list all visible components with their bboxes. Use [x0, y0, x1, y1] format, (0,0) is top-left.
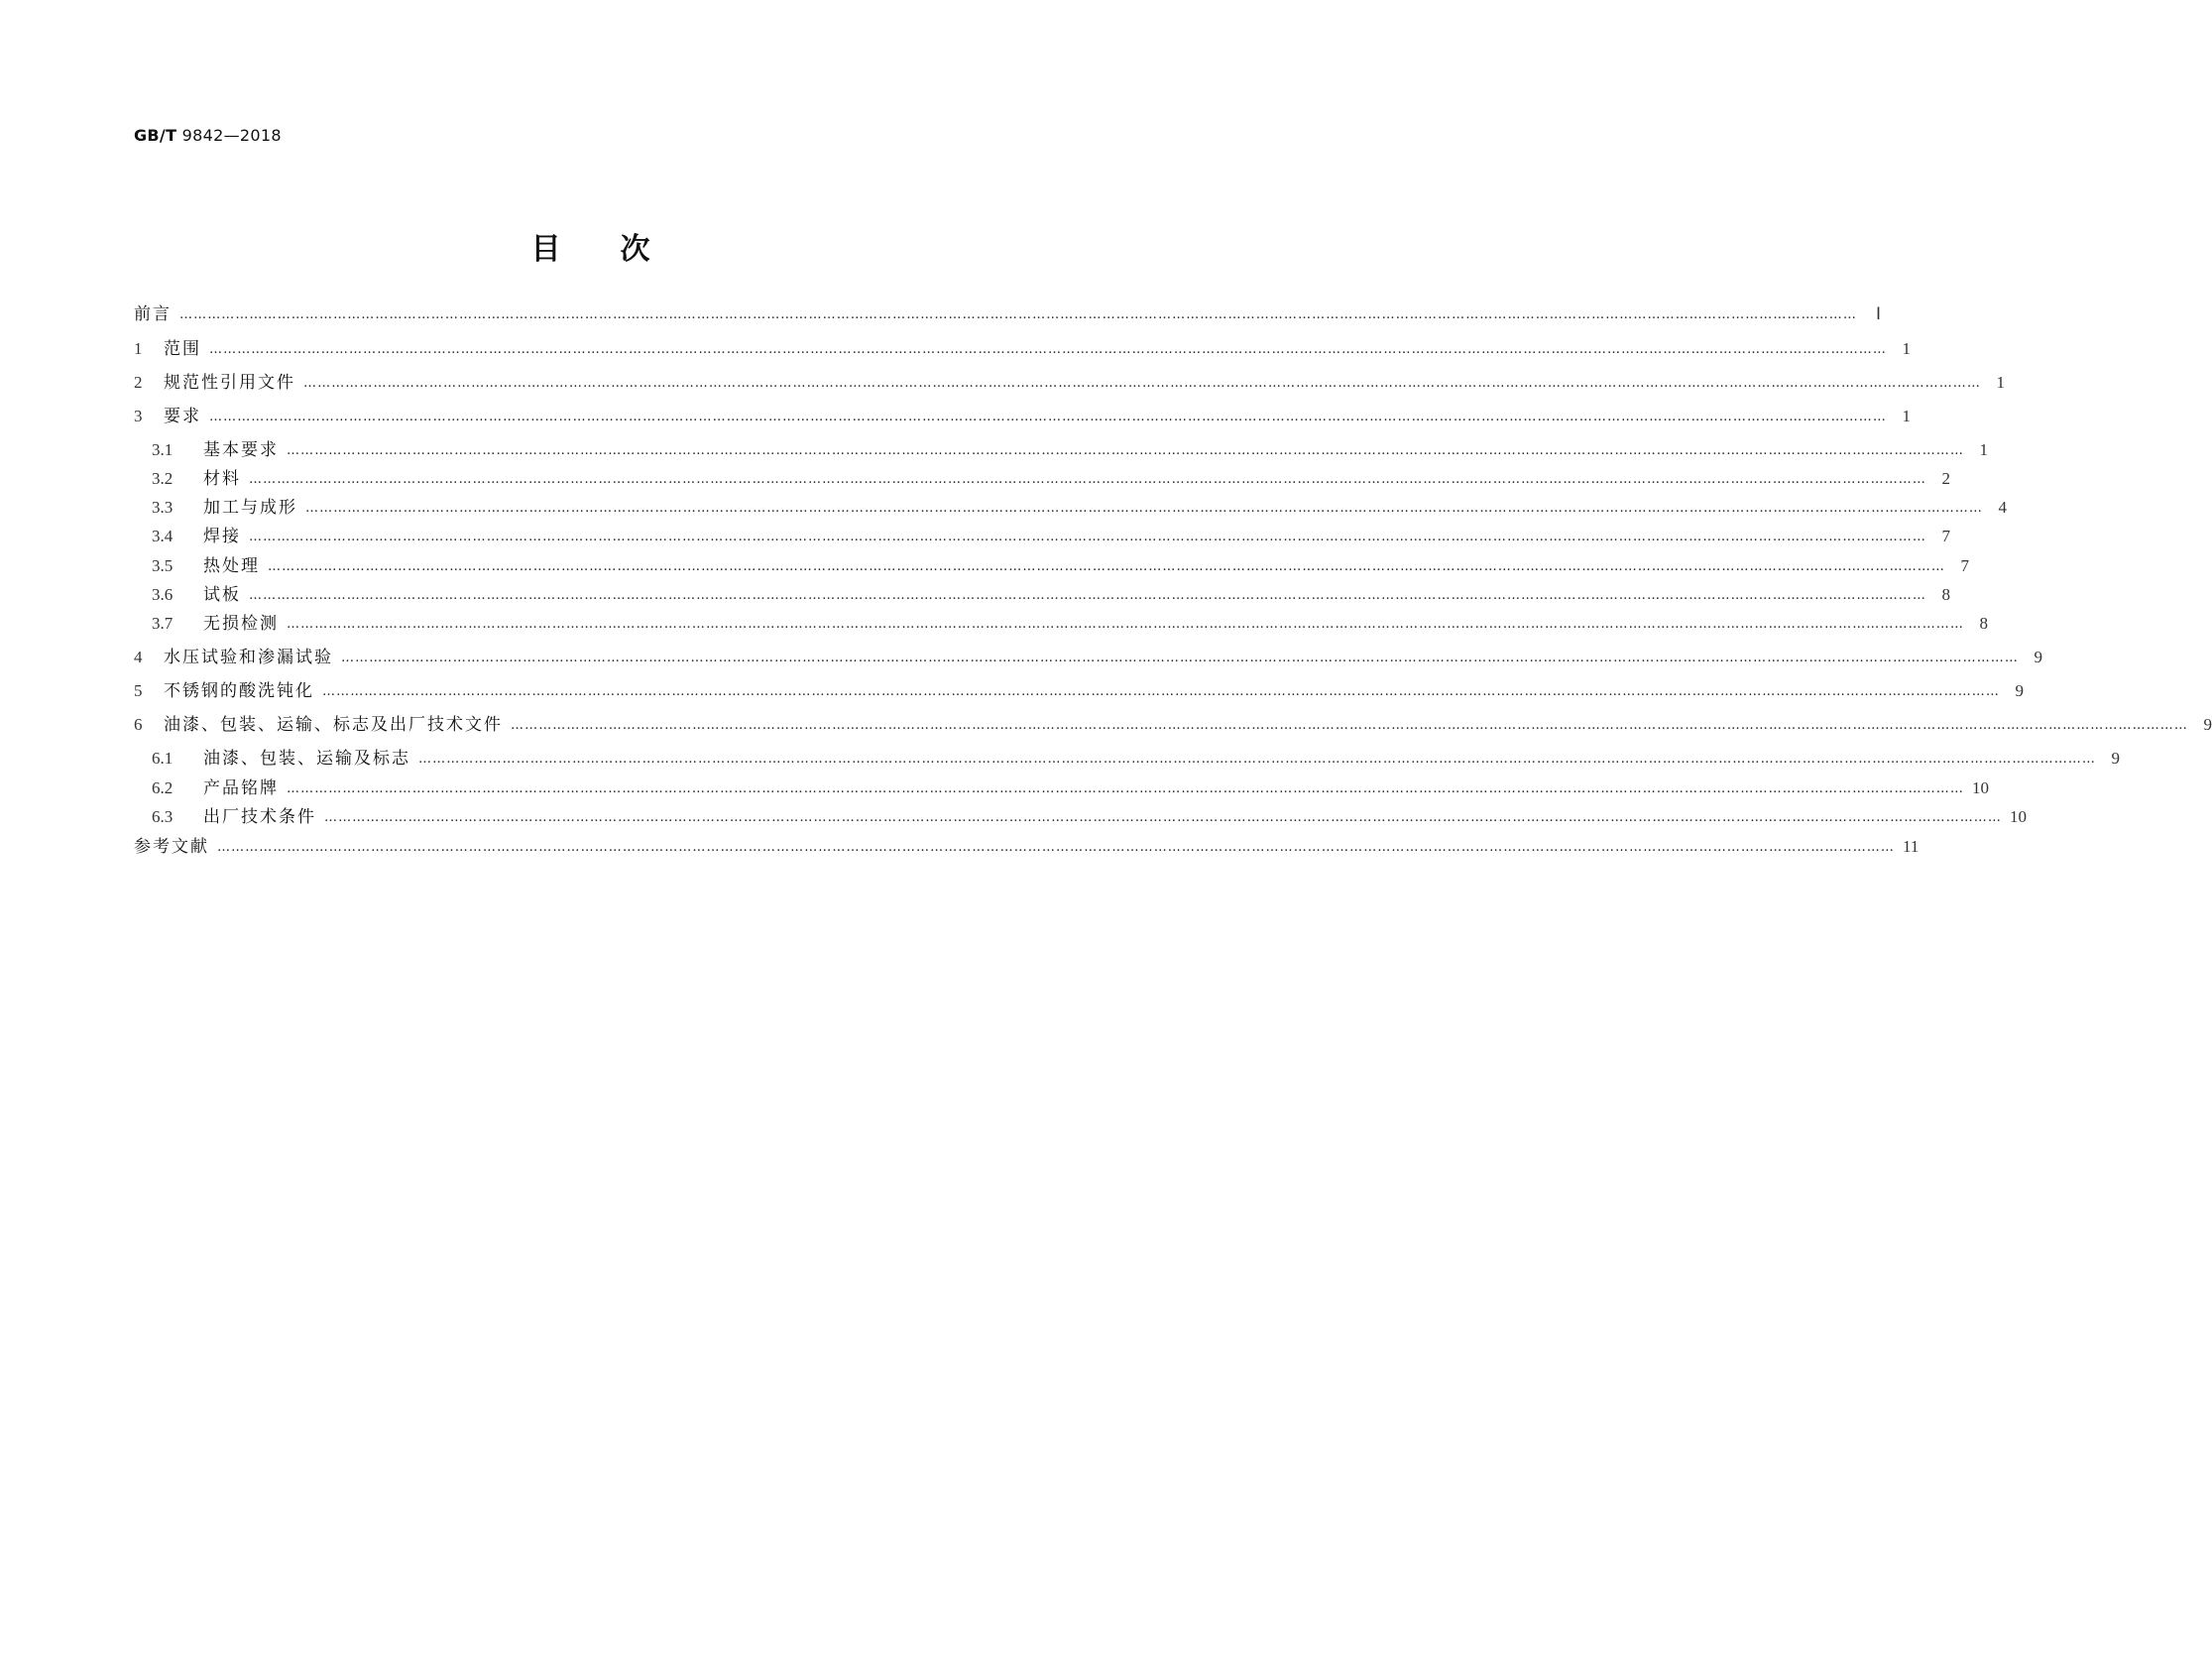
toc-entry[interactable] — [152, 583, 1950, 607]
toc-entry[interactable] — [152, 805, 2027, 829]
toc-entry[interactable] — [134, 371, 2005, 395]
toc-leader-dots: ……………………………………………………………………………………………………………………………………………………………………………………………………………………………………………………………………………………………………………………………… — [305, 501, 1983, 516]
toc-entry-page: 1 — [1902, 407, 1911, 425]
toc-entry-label: 要求 — [164, 407, 201, 426]
toc-entry-number: 3.6 — [152, 585, 174, 604]
toc-leader-dots: ……………………………………………………………………………………………………………………………………………………………………………………………………………………………………………………………………………………………………………………………… — [287, 781, 1964, 796]
toc-entry[interactable] — [152, 776, 1989, 800]
toc-leader-dots: ……………………………………………………………………………………………………………………………………………………………………………………………………………………………………………………………………………………………………………………………… — [324, 810, 2002, 825]
toc-entry-page: 8 — [1979, 614, 1988, 633]
toc-entry-page: 9 — [2034, 648, 2042, 666]
toc-leader-dots: ……………………………………………………………………………………………………………………………………………………………………………………………………………………………………………………………………………………………………………………………… — [268, 559, 1945, 574]
toc-entry-page: 9 — [2203, 715, 2212, 734]
toc-entry-number: 6.3 — [152, 807, 174, 826]
toc-entry-page: 10 — [1972, 778, 1989, 797]
toc-leader-dots: ……………………………………………………………………………………………………………………………………………………………………………………………………………………………………………………………………………………………………………………………… — [209, 342, 1887, 357]
toc-leader-dots: ……………………………………………………………………………………………………………………………………………………………………………………………………………………………………………………………………………………………………………………………… — [287, 617, 1964, 632]
toc-entry-number: 1 — [134, 339, 143, 358]
toc-leader-dots: ……………………………………………………………………………………………………………………………………………………………………………………………………………………………………………………………………………………………………………………………… — [209, 410, 1887, 424]
toc-leader-dots: ……………………………………………………………………………………………………………………………………………………………………………………………………………………………………………………………………………………………………………………………… — [249, 588, 1926, 603]
toc-entry-page: 7 — [1960, 556, 1969, 575]
standard-prefix: GB/T — [134, 126, 177, 145]
toc-entry-page: 8 — [1941, 585, 1950, 604]
toc-entry-label: 焊接 — [203, 527, 241, 546]
toc-entry[interactable] — [134, 679, 2024, 703]
toc-entry-number: 3.2 — [152, 469, 174, 488]
toc-leader-dots: ……………………………………………………………………………………………………………………………………………………………………………………………………………………………………………………………………………………………………………………………… — [249, 472, 1926, 487]
toc-leader-dots: ……………………………………………………………………………………………………………………………………………………………………………………………………………………………………………………………………………………………………………………………… — [322, 684, 2000, 699]
toc-leader-dots: ……………………………………………………………………………………………………………………………………………………………………………………………………………………………………………………………………………………………………………………………… — [287, 443, 1964, 458]
toc-entry[interactable] — [152, 612, 1988, 636]
toc-entry[interactable] — [134, 646, 2042, 669]
toc-entry-label: 热处理 — [203, 556, 260, 576]
toc-entry-number: 3 — [134, 407, 143, 425]
toc-entry[interactable] — [134, 302, 1881, 326]
toc-entry-number: 4 — [134, 648, 143, 666]
toc-entry-label: 产品铭牌 — [203, 778, 279, 798]
toc-entry-page: 10 — [2010, 807, 2027, 826]
toc-entry-number: 6.1 — [152, 749, 174, 768]
toc-entry[interactable] — [152, 467, 1950, 491]
toc-entry[interactable] — [152, 747, 2120, 771]
toc-entry-label: 无损检测 — [203, 614, 279, 634]
toc-leader-dots: ……………………………………………………………………………………………………………………………………………………………………………………………………………………………………………………………………………………………………………………………… — [179, 307, 1857, 322]
toc-entry-number: 3.7 — [152, 614, 174, 633]
toc-leader-dots: ……………………………………………………………………………………………………………………………………………………………………………………………………………………………………………………………………………………………………………………………… — [418, 752, 2096, 767]
toc-entry-page: 1 — [1979, 440, 1988, 459]
toc-entry[interactable] — [134, 713, 2212, 737]
toc-entry-label: 基本要求 — [203, 440, 279, 460]
toc-entry-number: 3.3 — [152, 498, 174, 517]
standard-number: 9842—2018 — [176, 126, 282, 145]
toc-entry-label: 范围 — [164, 339, 201, 359]
toc-entry-number: 6.2 — [152, 778, 174, 797]
toc-leader-dots: ……………………………………………………………………………………………………………………………………………………………………………………………………………………………………………………………………………………………………………………………… — [249, 530, 1926, 544]
toc-entry[interactable] — [152, 525, 1950, 548]
toc-entry-label: 材料 — [203, 469, 241, 489]
toc-entry-page: 11 — [1903, 837, 1920, 856]
toc-entry-label: 油漆、包装、运输及标志 — [203, 749, 410, 769]
toc-entry-label: 规范性引用文件 — [164, 373, 295, 393]
toc-entry-page: 4 — [1998, 498, 2007, 517]
toc-leader-dots: ……………………………………………………………………………………………………………………………………………………………………………………………………………………………………………………………………………………………………………………………… — [217, 840, 1895, 855]
toc-entry-number: 2 — [134, 373, 143, 392]
toc-entry-label: 水压试验和渗漏试验 — [164, 648, 333, 667]
toc-entry-label: 加工与成形 — [203, 498, 297, 518]
toc-entry[interactable] — [152, 554, 1969, 578]
toc-entry-page: 1 — [1996, 373, 2005, 392]
toc-entry-label: 前言 — [134, 304, 172, 324]
toc-entry-label: 不锈钢的酸洗钝化 — [164, 681, 314, 701]
page-title: 目次 — [530, 232, 710, 267]
toc-entry-page: Ⅰ — [1875, 304, 1881, 323]
toc-entry-page: 2 — [1941, 469, 1950, 488]
toc-leader-dots: ……………………………………………………………………………………………………………………………………………………………………………………………………………………………………………………………………………………………………………………………… — [511, 718, 2188, 733]
toc-entry-label: 试板 — [203, 585, 241, 605]
toc-entry[interactable] — [134, 835, 1920, 859]
toc-leader-dots: ……………………………………………………………………………………………………………………………………………………………………………………………………………………………………………………………………………………………………………………………… — [303, 376, 1981, 391]
toc-entry-number: 5 — [134, 681, 143, 700]
toc-entry-page: 9 — [2111, 749, 2120, 768]
toc-entry-number: 3.4 — [152, 527, 174, 545]
toc-entry[interactable] — [134, 405, 1911, 428]
toc-entry[interactable] — [134, 337, 1911, 361]
toc-entry-page: 9 — [2015, 681, 2024, 700]
toc-entry[interactable] — [152, 496, 2007, 520]
toc-entry-number: 3.1 — [152, 440, 174, 459]
toc-entry-page: 7 — [1941, 527, 1950, 545]
toc-entry[interactable] — [152, 438, 1988, 462]
standard-code — [134, 126, 282, 145]
toc-entry-number: 3.5 — [152, 556, 174, 575]
toc-entry-label: 参考文献 — [134, 837, 209, 857]
toc-entry-label: 出厂技术条件 — [203, 807, 316, 827]
toc-entry-label: 油漆、包装、运输、标志及出厂技术文件 — [164, 715, 503, 735]
toc-leader-dots: ……………………………………………………………………………………………………………………………………………………………………………………………………………………………………………………………………………………………………………………………… — [341, 651, 2019, 665]
toc-entry-number: 6 — [134, 715, 143, 734]
toc-entry-page: 1 — [1902, 339, 1911, 358]
